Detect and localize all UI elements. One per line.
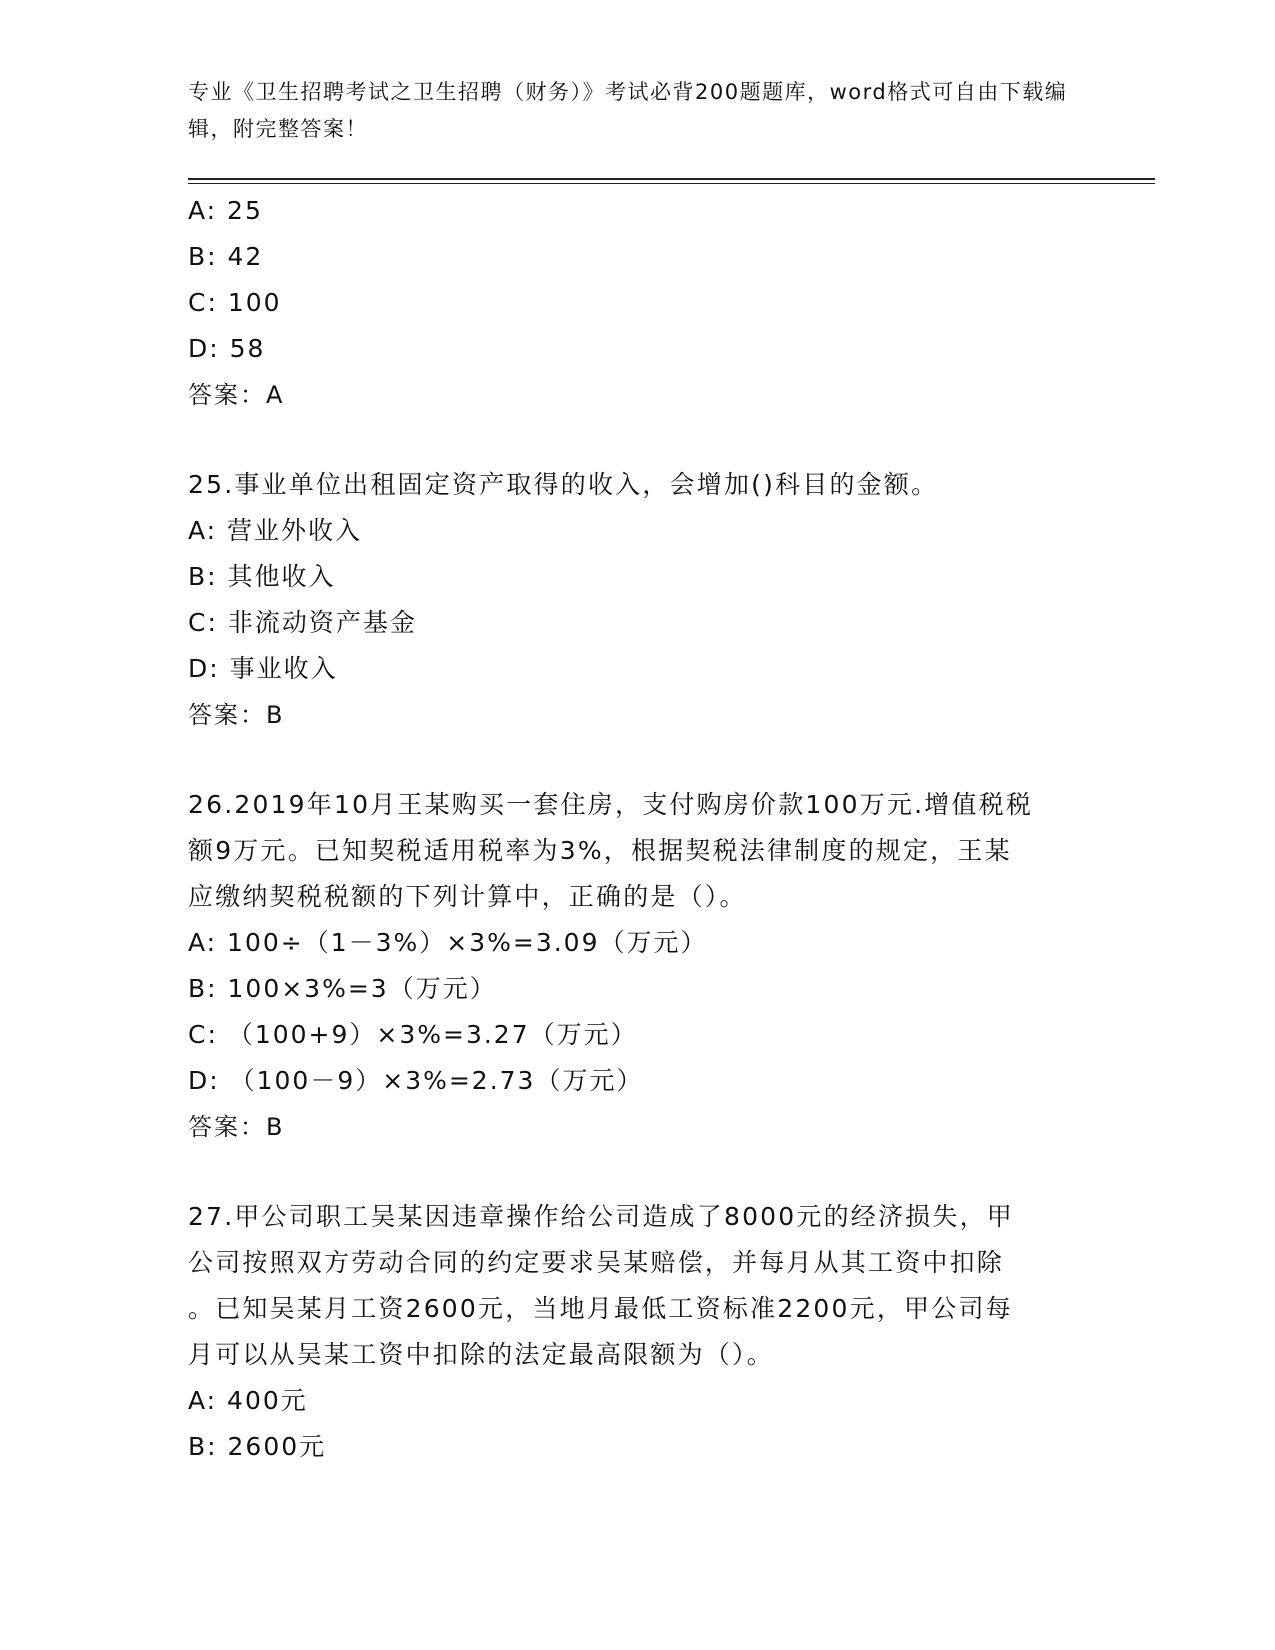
option-a: A: 400元 (188, 1386, 308, 1415)
document-header: 专业《卫生招聘考试之卫生招聘（财务）》考试必背200题题库，word格式可自由下载编辑，附完整答案！ (188, 80, 1068, 141)
option-a: A: 100÷（1－3%）×3%=3.09（万元） (188, 928, 708, 957)
option-c: C: 非流动资产基金 (188, 608, 417, 637)
option-a: A: 营业外收入 (188, 516, 363, 545)
question-27 (188, 1194, 1088, 1470)
question-26 (188, 782, 1088, 1150)
option-d: D: 58 (188, 334, 266, 363)
question-text: 25.事业单位出租固定资产取得的收入，会增加()科目的金额。 (188, 470, 939, 499)
option-b: B: 100×3%=3（万元） (188, 974, 497, 1003)
option-b: B: 其他收入 (188, 562, 336, 591)
header-rule-thin (188, 183, 1155, 184)
option-c: C: 100 (188, 288, 282, 317)
option-d: D: 事业收入 (188, 654, 338, 683)
question-list (188, 188, 1088, 1470)
answer-line: 答案：A (188, 381, 285, 409)
header-rule-thick (188, 178, 1155, 180)
option-d: D: （100－9）×3%=2.73（万元） (188, 1066, 644, 1095)
answer-line: 答案：B (188, 701, 285, 729)
option-b: B: 42 (188, 242, 264, 271)
option-b: B: 2600元 (188, 1432, 327, 1461)
answer-line: 答案：B (188, 1113, 285, 1141)
option-c: C: （100+9）×3%=3.27（万元） (188, 1020, 638, 1049)
option-a: A: 25 (188, 196, 263, 225)
question-25 (188, 462, 1088, 738)
question-text: 26.2019年10月王某购买一套住房，支付购房价款100万元.增值税税 额9万元。已知契税适用税率为3%，根据契税法律制度的规定，王某 应缴纳契税税额的下列计算中，正确的是（）。 (188, 790, 1034, 911)
prev-question-tail (188, 188, 1088, 418)
question-text: 27.甲公司职工吴某因违章操作给公司造成了8000元的经济损失，甲 公司按照双方劳动合同的约定要求吴某赔偿，并每月从其工资中扣除 。已知吴某月工资2600元，当地月最低工资标准2200元，甲公司每 月可以从吴某工资中扣除的法定最高限额为（）。 (188, 1202, 1014, 1369)
